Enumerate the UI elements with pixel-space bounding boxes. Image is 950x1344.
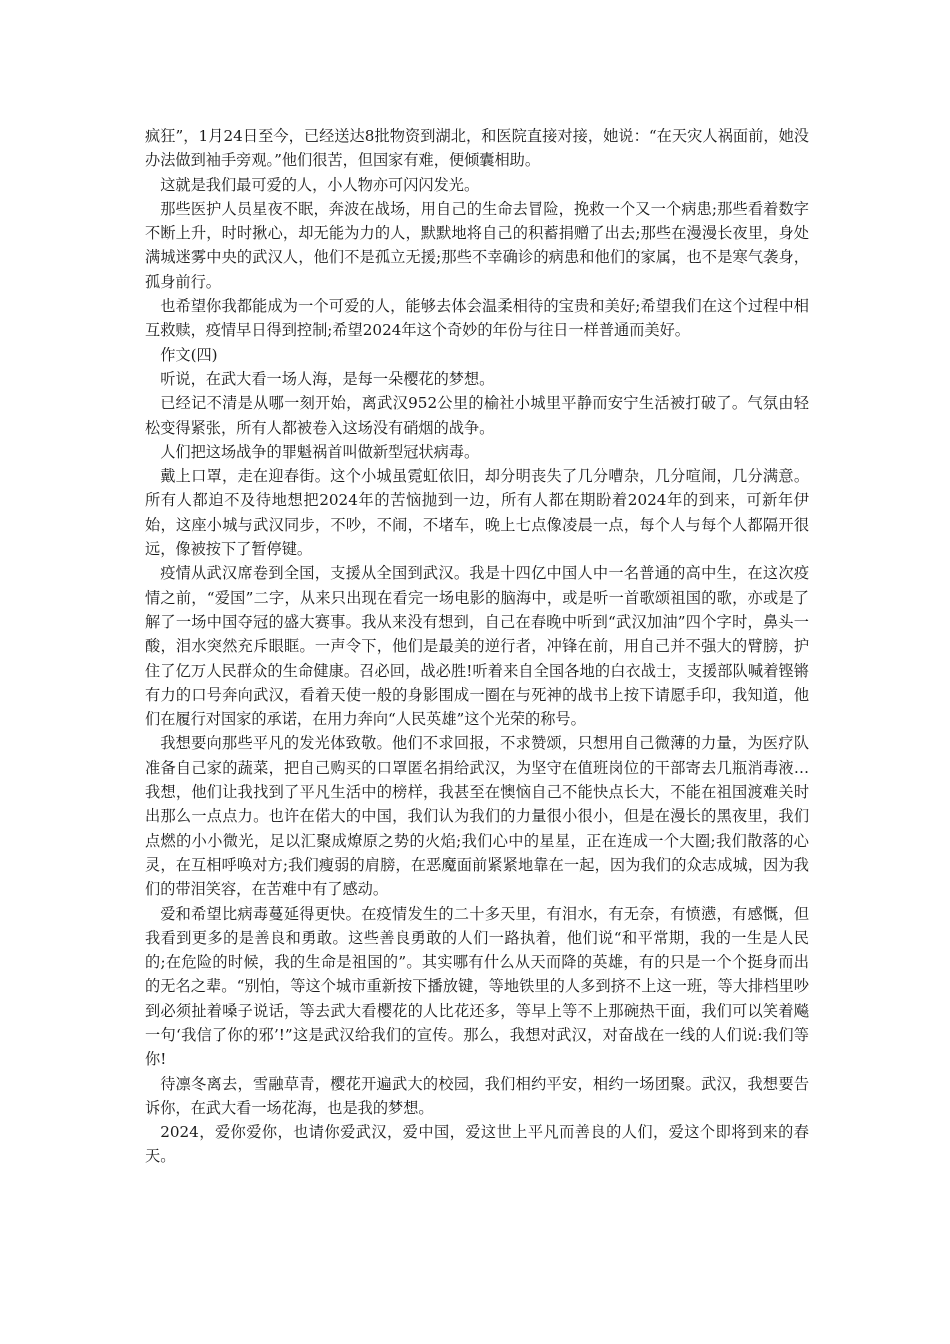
- paragraph-9: 戴上口罩，走在迎春街。这个小城虽霓虹依旧，却分明丧失了几分嘈杂，几分喧闹，几分满意。所有人都迫不及待地想把2024年的苦恼抛到一边，所有人都在期盼着2024年的到来，可新年伊始，这座小城与武汉同步，不吵，不闹，不堵车，晚上七点像凌晨一点，每个人与每个人都隔开很远，像被按下了暂停键。: [145, 467, 809, 559]
- paragraph-7: 已经记不清是从哪一刻开始，离武汉952公里的榆社小城里平静而安宁生活被打破了。气氛由轻松变得紧张，所有人都被卷入这场没有硝烟的战争。: [145, 394, 809, 437]
- section-heading: 作文(四): [160, 345, 218, 364]
- paragraph-2: 这就是我们最可爱的人，小人物亦可闪闪发光。: [160, 175, 480, 194]
- paragraph-11: 我想要向那些平凡的发光体致敬。他们不求回报，不求赞颂，只想用自己微薄的力量，为医疗队准备自己家的蔬菜，把自己购买的口罩匿名捐给武汉，为坚守在值班岗位的干部寄去几瓶消毒液…我想，他们让我找到了平凡生活中的榜样，我甚至在懊恼自己不能快点长大，不能在祖国渡难关时出那么一点点力。也许在偌大的中国，我们认为我们的力量很小很小，但是在漫长的黑夜里，我们点燃的小小微光，足以汇聚成燎原之势的火焰;我们心中的星星，正在连成一个大圈;我们散落的心灵，在互相呼唤对方;我们瘦弱的肩膀，在恶魔面前紧紧地靠在一起，因为我们的众志成城，因为我们的带泪笑容，在苦难中有了感动。: [145, 734, 809, 899]
- paragraph-8: 人们把这场战争的罪魁祸首叫做新型冠状病毒。: [160, 442, 480, 461]
- paragraph-1: 疯狂”，1月24日至今，已经送达8批物资到湖北，和医院直接对接，她说：“在天灾人祸面前，她没办法做到袖手旁观。”他们很苦，但国家有难，便倾囊相助。: [145, 127, 809, 170]
- paragraph-4: 也希望你我都能成为一个可爱的人，能够去体会温柔相待的宝贵和美好;希望我们在这个过程中相互救赎，疫情早日得到控制;希望2024年这个奇妙的年份与往日一样普通而美好。: [145, 297, 809, 340]
- paragraph-13: 待凛冬离去，雪融草青，樱花开遍武大的校园，我们相约平安，相约一场团聚。武汉，我想要告诉你，在武大看一场花海，也是我的梦想。: [145, 1074, 809, 1117]
- paragraph-3: 那些医护人员星夜不眠，奔波在战场，用自己的生命去冒险，挽救一个又一个病患;那些看着数字不断上升，时时揪心，却无能为力的人，默默地将自己的积蓄捐赠了出去;那些在漫漫长夜里，身处满城迷雾中央的武汉人，他们不是孤立无援;那些不幸确诊的病患和他们的家属，也不是寒气袭身，孤身前行。: [145, 199, 809, 291]
- paragraph-14: 2024，爱你爱你，也请你爱武汉，爱中国，爱这世上平凡而善良的人们，爱这个即将到来的春天。: [145, 1123, 809, 1166]
- paragraph-10: 疫情从武汉席卷到全国，支援从全国到武汉。我是十四亿中国人中一名普通的高中生，在这次疫情之前，“爱国”二字，从来只出现在看完一场电影的脑海中，或是听一首歌颂祖国的歌，亦或是了解了一场中国夺冠的盛大赛事。我从来没有想到，自己在春晚中听到“武汉加油”四个字时，鼻头一酸，泪水突然充斥眼眶。一声令下，他们是最美的逆行者，冲锋在前，用自己并不强大的臂膀，护住了亿万人民群众的生命健康。召必回，战必胜!听着来自全国各地的白衣战士，支援部队喊着铿锵有力的口号奔向武汉，看着天使一般的身影围成一圈在与死神的战书上按下请愿手印，我知道，他们在履行对国家的承诺，在用力奔向“人民英雄”这个光荣的称号。: [145, 564, 809, 729]
- paragraph-6: 听说，在武大看一场人海，是每一朵樱花的梦想。: [160, 369, 495, 388]
- paragraph-12: 爱和希望比病毒蔓延得更快。在疫情发生的二十多天里，有泪水，有无奈，有愤懑，有感慨，但我看到更多的是善良和勇敢。这些善良勇敢的人们一路执着，他们说“和平常期，我的一生是人民的;在危险的时候，我的生命是祖国的”。其实哪有什么从天而降的英雄，有的只是一个个挺身而出的无名之辈。“别怕，等这个城市重新按下播放键，等地铁里的人多到挤不上这一班，等大排档里吵到必须扯着嗓子说话，等去武大看樱花的人比花还多，等早上等不上那碗热干面，我们可以笑着飚一句‘我信了你的邪’!”这是武汉给我们的宣传。那么，我想对武汉，对奋战在一线的人们说:我们等你!: [145, 904, 809, 1069]
- document-body: [145, 124, 809, 1169]
